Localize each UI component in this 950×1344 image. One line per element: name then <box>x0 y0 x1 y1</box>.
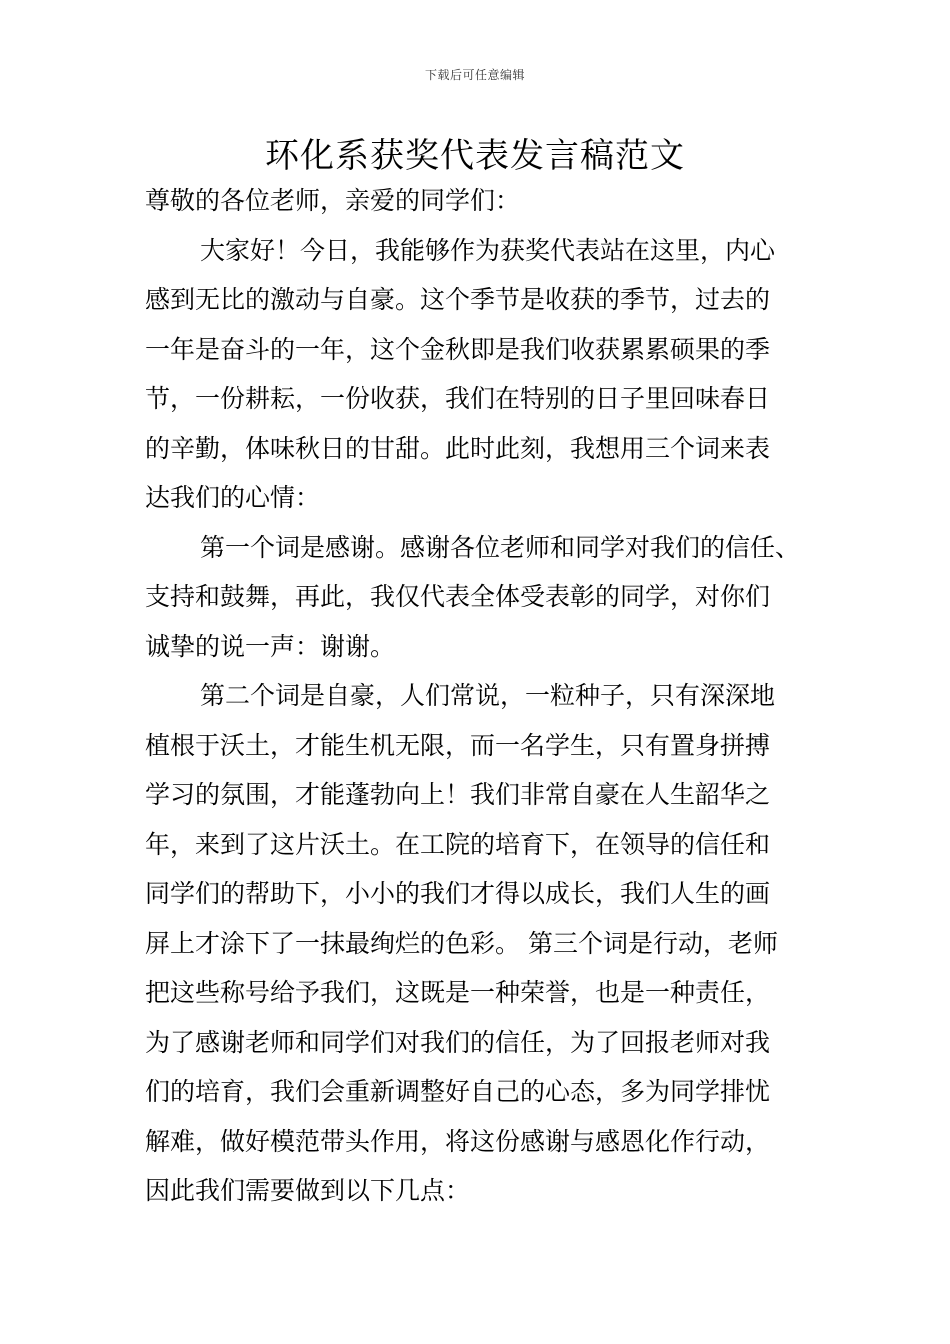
body-text-line: 年，来到了这片沃土。在工院的培育下，在领导的信任和 <box>145 829 771 859</box>
header-note: 下载后可任意编辑 <box>424 68 525 82</box>
body-text-line: 学习的氛围，才能蓬勃向上！我们非常自豪在人生韶华之 <box>145 780 771 809</box>
document-body <box>145 176 835 1216</box>
body-text-line: 屏上才涂下了一抹最绚烂的色彩。 第三个词是行动，老师 <box>145 928 778 958</box>
body-text-line: 诚挚的说一声：谢谢。 <box>145 631 396 661</box>
body-text-line: 为了感谢老师和同学们对我们的信任，为了回报老师对我 <box>145 1027 771 1057</box>
body-text-line: 同学们的帮助下，小小的我们才得以成长，我们人生的画 <box>145 879 771 908</box>
document-title: 环化系获奖代表发言稿范文 <box>265 136 685 176</box>
body-text-line: 支持和鼓舞，再此，我仅代表全体受表彰的同学，对你们 <box>145 582 771 611</box>
body-text-line: 达我们的心情： <box>145 483 321 512</box>
body-text-line: 植根于沃土，才能生机无限，而一名学生，只有置身拼搏 <box>145 730 771 760</box>
body-text-line: 尊敬的各位老师，亲爱的同学们： <box>145 186 521 215</box>
body-text-line: 感到无比的激动与自豪。这个季节是收获的季节，过去的 <box>145 285 771 314</box>
body-text-line: 一年是奋斗的一年，这个金秋即是我们收获累累硕果的季 <box>145 334 771 364</box>
body-text-line: 因此我们需要做到以下几点： <box>145 1176 471 1205</box>
body-text-line: 们的培育，我们会重新调整好自己的心态，多为同学排忧 <box>145 1077 771 1106</box>
body-text-line: 大家好！今日，我能够作为获奖代表站在这里，内心 <box>200 235 776 265</box>
body-text-line: 把这些称号给予我们，这既是一种荣誉，也是一种责任， <box>145 978 771 1007</box>
body-text-line: 解难，做好模范带头作用，将这份感谢与感恩化作行动， <box>145 1126 771 1156</box>
body-text-line: 节，一份耕耘，一份收获，我们在特别的日子里回味春日 <box>145 384 771 413</box>
body-text-line: 第二个词是自豪，人们常说，一粒种子，只有深深地 <box>200 681 776 710</box>
body-text-line: 的辛勤，体味秋日的甘甜。此时此刻，我想用三个词来表 <box>145 433 771 463</box>
body-text-line: 第一个词是感谢。感谢各位老师和同学对我们的信任、 <box>200 532 801 562</box>
